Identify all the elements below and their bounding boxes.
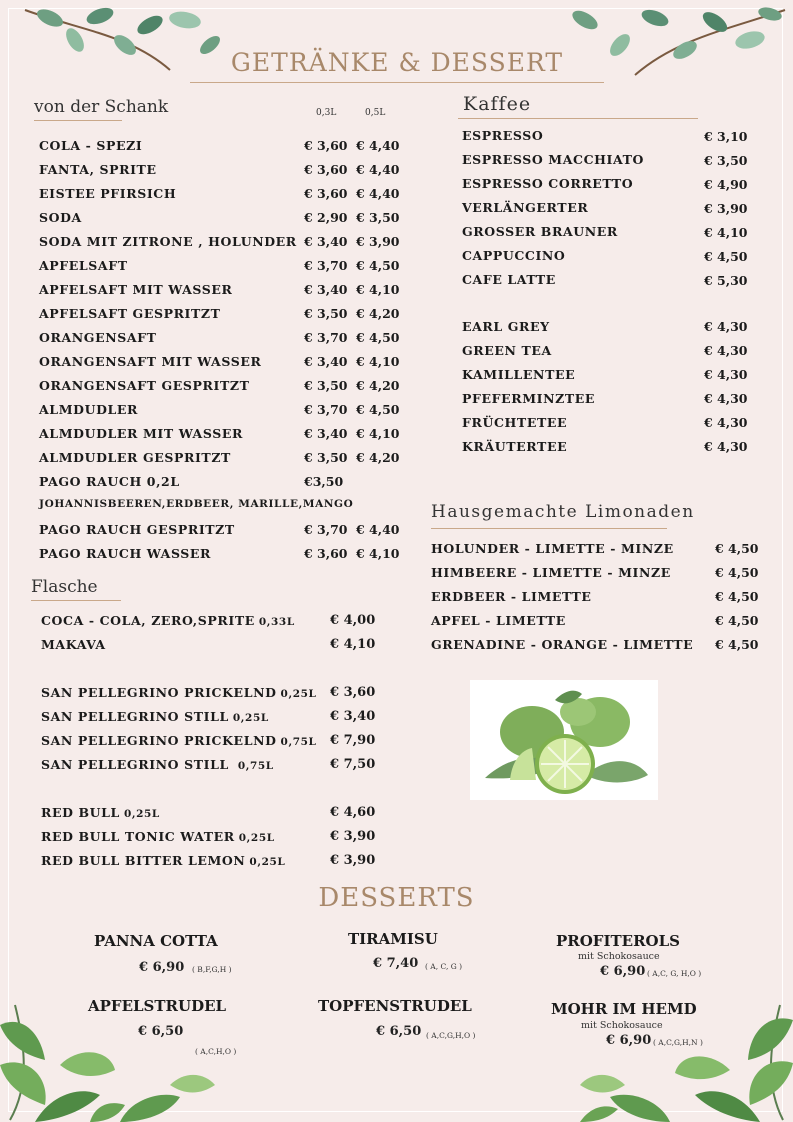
drink-name: PAGO RAUCH 0,2L: [39, 474, 180, 489]
bottle-name: [41, 853, 285, 868]
bottle-price: € 4,60: [330, 805, 376, 820]
coffee-name: CAPPUCCINO: [462, 248, 566, 263]
section-title-kaffee: Kaffee: [463, 93, 532, 115]
section-divider: [431, 528, 667, 529]
bottle-label: SAN PELLEGRINO PRICKELND: [41, 733, 277, 748]
bottle-label: RED BULL BITTER LEMON: [41, 853, 246, 868]
price-05l: € 4,10: [356, 546, 400, 561]
price-03l: € 3,70: [304, 402, 348, 417]
dessert-name-tiramisu: TIRAMISU: [348, 930, 438, 948]
bottle-name: [41, 637, 106, 652]
tea-price: € 4,30: [704, 319, 748, 334]
drink-name: ALMDUDLER MIT WASSER: [39, 426, 243, 441]
dessert-name-topfenstrudel: TOPFENSTRUDEL: [318, 997, 472, 1015]
tea-price: € 4,30: [704, 367, 748, 382]
bottle-name: [41, 805, 160, 820]
price-05l: € 4,10: [356, 354, 400, 369]
bottle-label: RED BULL: [41, 805, 120, 820]
dessert-allergens-apfelstrudel: ( A,C,H,O ): [195, 1047, 237, 1056]
drink-name: FANTA, SPRITE: [39, 162, 157, 177]
bottle-label: SAN PELLEGRINO STILL: [41, 709, 229, 724]
drink-name: PAGO RAUCH WASSER: [39, 546, 212, 561]
leaf-branch-bottom-right-icon: [570, 985, 793, 1122]
limes-image: [470, 680, 658, 800]
dessert-allergens-mohr-im-hemd: ( A,C,G,H,N ): [653, 1038, 703, 1047]
drink-name: APFELSAFT: [39, 258, 128, 273]
lemonade-price: € 4,50: [715, 565, 759, 580]
bottle-size: 0,25L: [232, 712, 269, 724]
page-title: GETRÄNKE & DESSERT: [230, 48, 564, 77]
drink-name: SODA: [39, 210, 82, 225]
bottle-name: [41, 733, 317, 748]
bottle-price: € 7,50: [330, 757, 376, 772]
lemonade-name: GRENADINE - ORANGE - LIMETTE: [431, 637, 694, 652]
drink-name: ORANGENSAFT: [39, 330, 157, 345]
bottle-price: € 3,40: [330, 709, 376, 724]
price-03l: € 3,60: [304, 138, 348, 153]
dessert-allergens-topfenstrudel: ( A,C,G,H,O ): [426, 1031, 476, 1040]
dessert-price-mohr-im-hemd: € 6,90: [606, 1033, 652, 1048]
bottle-price: € 7,90: [330, 733, 376, 748]
coffee-name: ESPRESSO CORRETTO: [462, 176, 634, 191]
tea-name: KRÄUTERTEE: [462, 439, 568, 454]
dessert-name-panna-cotta: PANNA COTTA: [94, 932, 218, 950]
bottle-label: RED BULL TONIC WATER: [41, 829, 235, 844]
bottle-name: [41, 709, 269, 724]
bottle-name: [41, 757, 274, 772]
coffee-name: ESPRESSO MACCHIATO: [462, 152, 644, 167]
bottle-size: 0,25L: [249, 856, 286, 868]
bottle-size: 0,25L: [280, 688, 317, 700]
price-03l: € 3,50: [304, 450, 348, 465]
dessert-price-tiramisu: € 7,40: [373, 956, 419, 971]
column-header-05: 0,5L: [365, 108, 386, 118]
dessert-allergens-panna-cotta: ( B,F,G,H ): [192, 965, 232, 974]
dessert-price-profiterols: € 6,90: [600, 964, 646, 979]
leaf-branch-bottom-left-icon: [0, 985, 230, 1122]
bottle-price: € 3,90: [330, 829, 376, 844]
bottle-size: 0,25L: [123, 808, 160, 820]
title-divider: [190, 82, 604, 83]
lemonade-name: HIMBEERE - LIMETTE - MINZE: [431, 565, 671, 580]
price-05l: € 4,50: [356, 402, 400, 417]
lemonade-price: € 4,50: [715, 637, 759, 652]
price-03l: € 3,60: [304, 162, 348, 177]
price-03l: € 3,50: [304, 306, 348, 321]
bottle-label: SAN PELLEGRINO PRICKELND: [41, 685, 277, 700]
drink-name: ORANGENSAFT GESPRITZT: [39, 378, 250, 393]
section-title-schank: von der Schank: [34, 97, 169, 117]
section-divider: [458, 118, 698, 119]
tea-price: € 4,30: [704, 439, 748, 454]
price-03l: € 3,40: [304, 234, 348, 249]
dessert-name-mohr-im-hemd: MOHR IM HEMD: [551, 1000, 697, 1018]
section-divider: [31, 600, 121, 601]
price-05l: € 4,10: [356, 426, 400, 441]
price-05l: € 3,50: [356, 210, 400, 225]
bottle-price: € 3,60: [330, 685, 376, 700]
bottle-name: [41, 685, 317, 700]
price-05l: € 3,90: [356, 234, 400, 249]
coffee-price: € 4,10: [704, 225, 748, 240]
drink-name: JOHANNISBEEREN,ERDBEER, MARILLE,MANGO: [39, 498, 354, 510]
dessert-sub-profiterols: mit Schokosauce: [578, 951, 660, 962]
section-divider: [34, 120, 122, 121]
price-03l: € 3,60: [304, 186, 348, 201]
dessert-price-apfelstrudel: € 6,50: [138, 1024, 184, 1039]
price-05l: € 4,10: [356, 282, 400, 297]
drink-name: APFELSAFT MIT WASSER: [39, 282, 233, 297]
price-03l: € 3,40: [304, 354, 348, 369]
bottle-size: 0,33L: [258, 616, 295, 628]
dessert-name-profiterols: PROFITEROLS: [556, 932, 680, 950]
lemonade-price: € 4,50: [715, 589, 759, 604]
price-05l: € 4,20: [356, 306, 400, 321]
drink-name: ALMDUDLER: [39, 402, 139, 417]
dessert-sub-mohr-im-hemd: mit Schokosauce: [581, 1020, 663, 1031]
price-05l: € 4,50: [356, 258, 400, 273]
tea-price: € 4,30: [704, 343, 748, 358]
coffee-name: VERLÄNGERTER: [462, 200, 589, 215]
bottle-label: MAKAVA: [41, 637, 106, 652]
section-title-limonaden: Hausgemachte Limonaden: [431, 502, 695, 522]
bottle-price: € 4,00: [330, 613, 376, 628]
bottle-label: SAN PELLEGRINO STILL: [41, 757, 234, 772]
price-03l: € 3,70: [304, 330, 348, 345]
dessert-price-panna-cotta: € 6,90: [139, 960, 185, 975]
price-03l: € 3,70: [304, 522, 348, 537]
price-03l: € 3,40: [304, 282, 348, 297]
dessert-price-topfenstrudel: € 6,50: [376, 1024, 422, 1039]
price-03l: € 3,60: [304, 546, 348, 561]
drink-name: APFELSAFT GESPRITZT: [39, 306, 221, 321]
price-05l: € 4,40: [356, 138, 400, 153]
bottle-price: € 4,10: [330, 637, 376, 652]
tea-name: GREEN TEA: [462, 343, 552, 358]
tea-price: € 4,30: [704, 391, 748, 406]
price-03l: € 3,40: [304, 426, 348, 441]
price-03l: € 3,50: [304, 378, 348, 393]
tea-name: PFEFERMINZTEE: [462, 391, 595, 406]
desserts-title: DESSERTS: [318, 883, 475, 913]
tea-price: € 4,30: [704, 415, 748, 430]
drink-name: ALMDUDLER GESPRITZT: [39, 450, 231, 465]
bottle-size: 0,25L: [238, 832, 275, 844]
section-title-flasche: Flasche: [31, 577, 98, 597]
column-header-03: 0,3L: [316, 108, 337, 118]
lemonade-price: € 4,50: [715, 541, 759, 556]
price-05l: € 4,50: [356, 330, 400, 345]
dessert-allergens-profiterols: ( A,C, G, H,O ): [647, 969, 702, 978]
bottle-size: 0,75L: [280, 736, 317, 748]
coffee-price: € 3,90: [704, 201, 748, 216]
lemonade-name: ERDBEER - LIMETTE: [431, 589, 592, 604]
price-03l: € 2,90: [304, 210, 348, 225]
price-05l: € 4,40: [356, 162, 400, 177]
price-05l: € 4,20: [356, 378, 400, 393]
lemonade-price: € 4,50: [715, 613, 759, 628]
price-05l: € 4,40: [356, 186, 400, 201]
coffee-price: € 4,90: [704, 177, 748, 192]
price-05l: € 4,20: [356, 450, 400, 465]
coffee-price: € 5,30: [704, 273, 748, 288]
drink-name: COLA - SPEZI: [39, 138, 143, 153]
bottle-size: 0,75L: [237, 760, 274, 772]
tea-name: FRÜCHTETEE: [462, 415, 568, 430]
coffee-name: ESPRESSO: [462, 128, 544, 143]
bottle-name: [41, 829, 275, 844]
dessert-allergens-tiramisu: ( A, C, G ): [425, 962, 463, 971]
bottle-price: € 3,90: [330, 853, 376, 868]
price-05l: € 4,40: [356, 522, 400, 537]
coffee-name: GROSSER BRAUNER: [462, 224, 618, 239]
tea-name: EARL GREY: [462, 319, 550, 334]
coffee-price: € 4,50: [704, 249, 748, 264]
lemonade-name: HOLUNDER - LIMETTE - MINZE: [431, 541, 674, 556]
drink-name: EISTEE PFIRSICH: [39, 186, 177, 201]
coffee-name: CAFE LATTE: [462, 272, 556, 287]
coffee-price: € 3,50: [704, 153, 748, 168]
tea-name: KAMILLENTEE: [462, 367, 576, 382]
drink-name: SODA MIT ZITRONE , HOLUNDER: [39, 234, 297, 249]
price-03l: €3,50: [304, 474, 344, 489]
dessert-name-apfelstrudel: APFELSTRUDEL: [88, 997, 227, 1015]
bottle-label: COCA - COLA, ZERO,SPRITE: [41, 613, 255, 628]
lemonade-name: APFEL - LIMETTE: [431, 613, 566, 628]
drink-name: ORANGENSAFT MIT WASSER: [39, 354, 262, 369]
price-03l: € 3,70: [304, 258, 348, 273]
bottle-name: [41, 613, 295, 628]
coffee-price: € 3,10: [704, 129, 748, 144]
drink-name: PAGO RAUCH GESPRITZT: [39, 522, 235, 537]
